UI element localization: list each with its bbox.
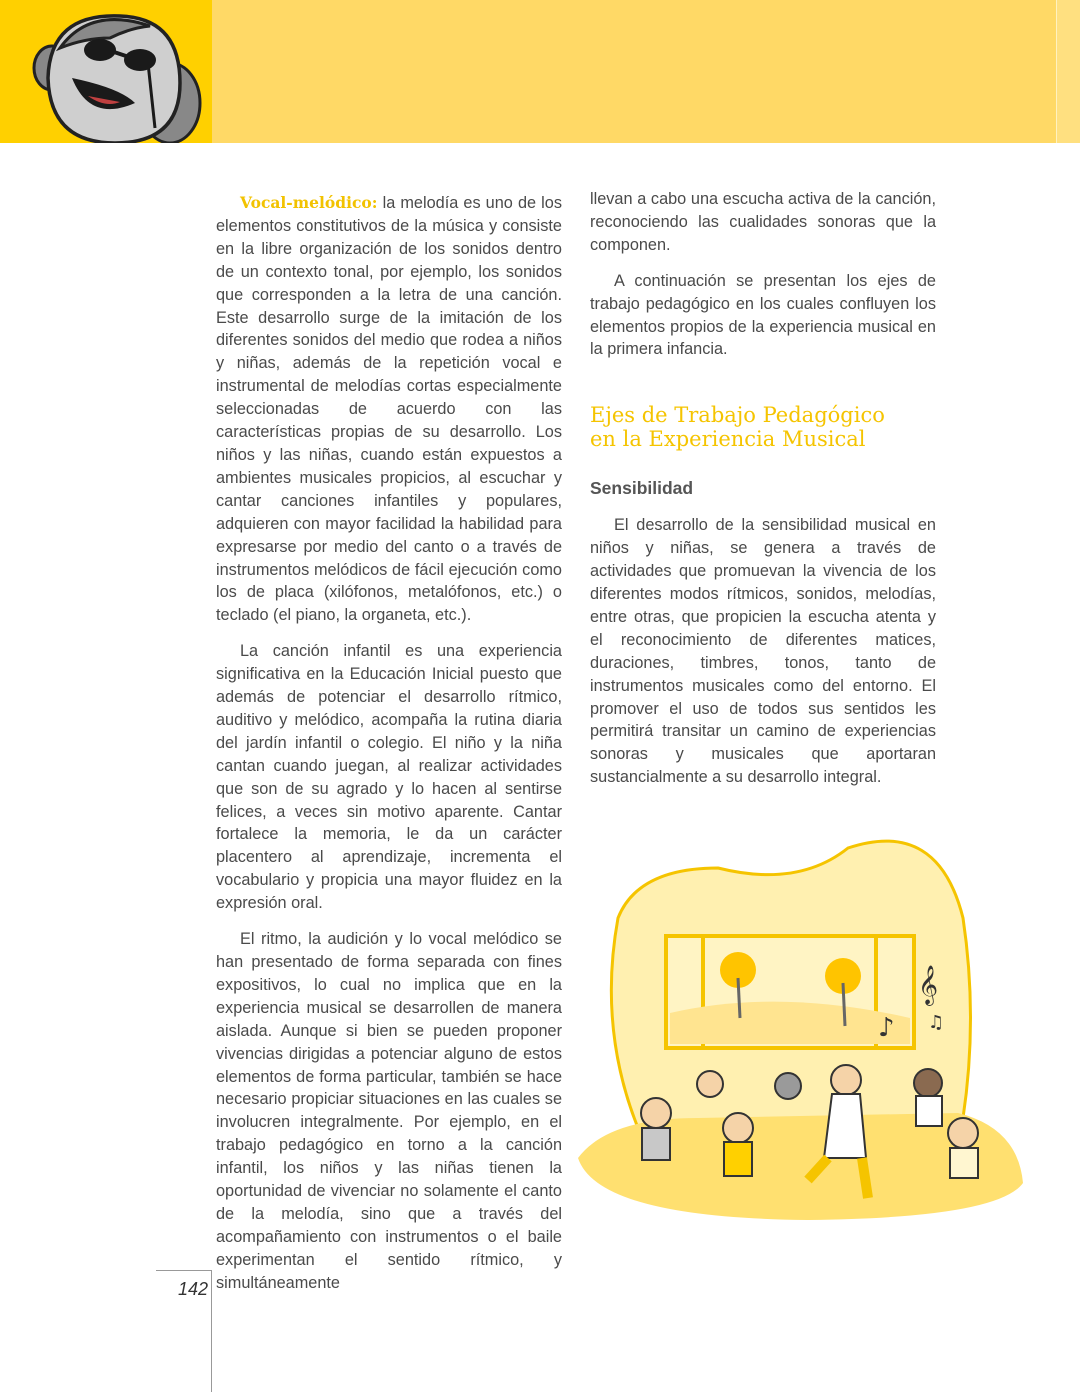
header-edge-strip [1056, 0, 1080, 143]
svg-text:♫: ♫ [928, 1012, 945, 1033]
paragraph-body: la melodía es uno de los elementos constitutivos de la música y consiste en la libre organización de los sonidos dentro de un contexto tonal, por ejemplo, los sonidos que corresponden a la letra de una canción. Este desarrollo surge de la imitación de los diferentes sonidos del medio que rodea a niños y niñas, además de la repetición vocal e instrumental de melodías cortas especialmente seleccionadas de acuerdo con las características propias de su desarrollo. Los niños y las niñas, cuando están expuestos a ambientes musicales propicios, al escuchar y cantar canciones infantiles y populares, adquieren con mayor facilidad la habilidad para expresarse por medio del canto o a través de instrumentos melódicos de fácil ejecución como los de placa (xilófonos, metalófonos, etc.) o teclado (el piano, la organeta, etc.). [216, 194, 562, 625]
paragraph-ejes-intro: A continuación se presentan los ejes de trabajo pedagógico en los cuales confluyen los elementos propios de la experiencia musical en la primera infancia. [590, 271, 936, 359]
children-dancing-illustration [578, 828, 1028, 1228]
left-column [216, 192, 562, 1308]
section-title-line-2: en la Experiencia Musical [590, 427, 866, 452]
paragraph-vocal-melodico [216, 192, 562, 627]
paragraph-ritmo-audicion: El ritmo, la audición y lo vocal melódico se han presentado de forma separada con fines expositivos, lo cual no implica que en la experiencia musical se desarrollen de manera aislada. Aunque si bien se pueden proponer vivencias dirigidas a potenciar alguno de estos elementos de forma particular, también se hace necesario propiciar situaciones en las cuales se involucren integralmente. Por ejemplo, en el trabajo pedagógico en torno a la canción infantil, los niños y las niñas tienen la oportunidad de vivenciar no solamente el canto de la melodía, sino que a través del acompañamiento con instrumentos o el baile experimentan el sentido rítmico, y simultáneamente [216, 930, 562, 1292]
subheading-sensibilidad: Sensibilidad [590, 478, 694, 499]
page-number-rule-side [211, 1270, 212, 1392]
section-title [590, 403, 936, 451]
paragraph-continuation: llevan a cabo una escucha activa de la canción, reconociendo las cualidades sonoras que la componen. [590, 190, 936, 254]
mascot-illustration [30, 8, 210, 143]
page-number: 142 [178, 1279, 209, 1299]
paragraph-cancion-infantil: La canción infantil es una experiencia significativa en la Educación Inicial puesto que además de potenciar el desarrollo rítmico, auditivo y melódico, acompaña la rutina diaria del jardín infantil o colegio. El niño y la niña cantan cuando juegan, al realizar actividades que son de su agrado y lo hacen al sentirse felices, a veces sin motivo aparente. Cantar fortalece la memoria, le da un carácter placentero al aprendizaje, incrementa el vocabulario y propicia una mayor fluidez en la expresión oral. [216, 642, 562, 913]
paragraph-sensibilidad: El desarrollo de la sensibilidad musical en niños y niñas, se genera a través de actividades que promuevan la vivencia de los diferentes modos rítmicos, sonidos, melodías, entre otras, que propicien la escucha atenta y el reconocimiento de diferentes matices, duraciones, timbres, tonos, tanto de instrumentos musicales como del entorno. El promover el uso de todos sus sentidos les permitirá transitar un camino de experiencias sonoras y musicales que aportaran sustancialmente a su desarrollo integral. [590, 516, 936, 787]
right-column [590, 188, 936, 802]
page-number-rule-top [156, 1270, 212, 1271]
svg-text:♪: ♪ [878, 1013, 895, 1043]
svg-text:𝄞: 𝄞 [918, 965, 939, 1005]
section-title-line-1: Ejes de Trabajo Pedagógico [590, 403, 885, 428]
lead-label: Vocal-melódico: [240, 193, 378, 212]
